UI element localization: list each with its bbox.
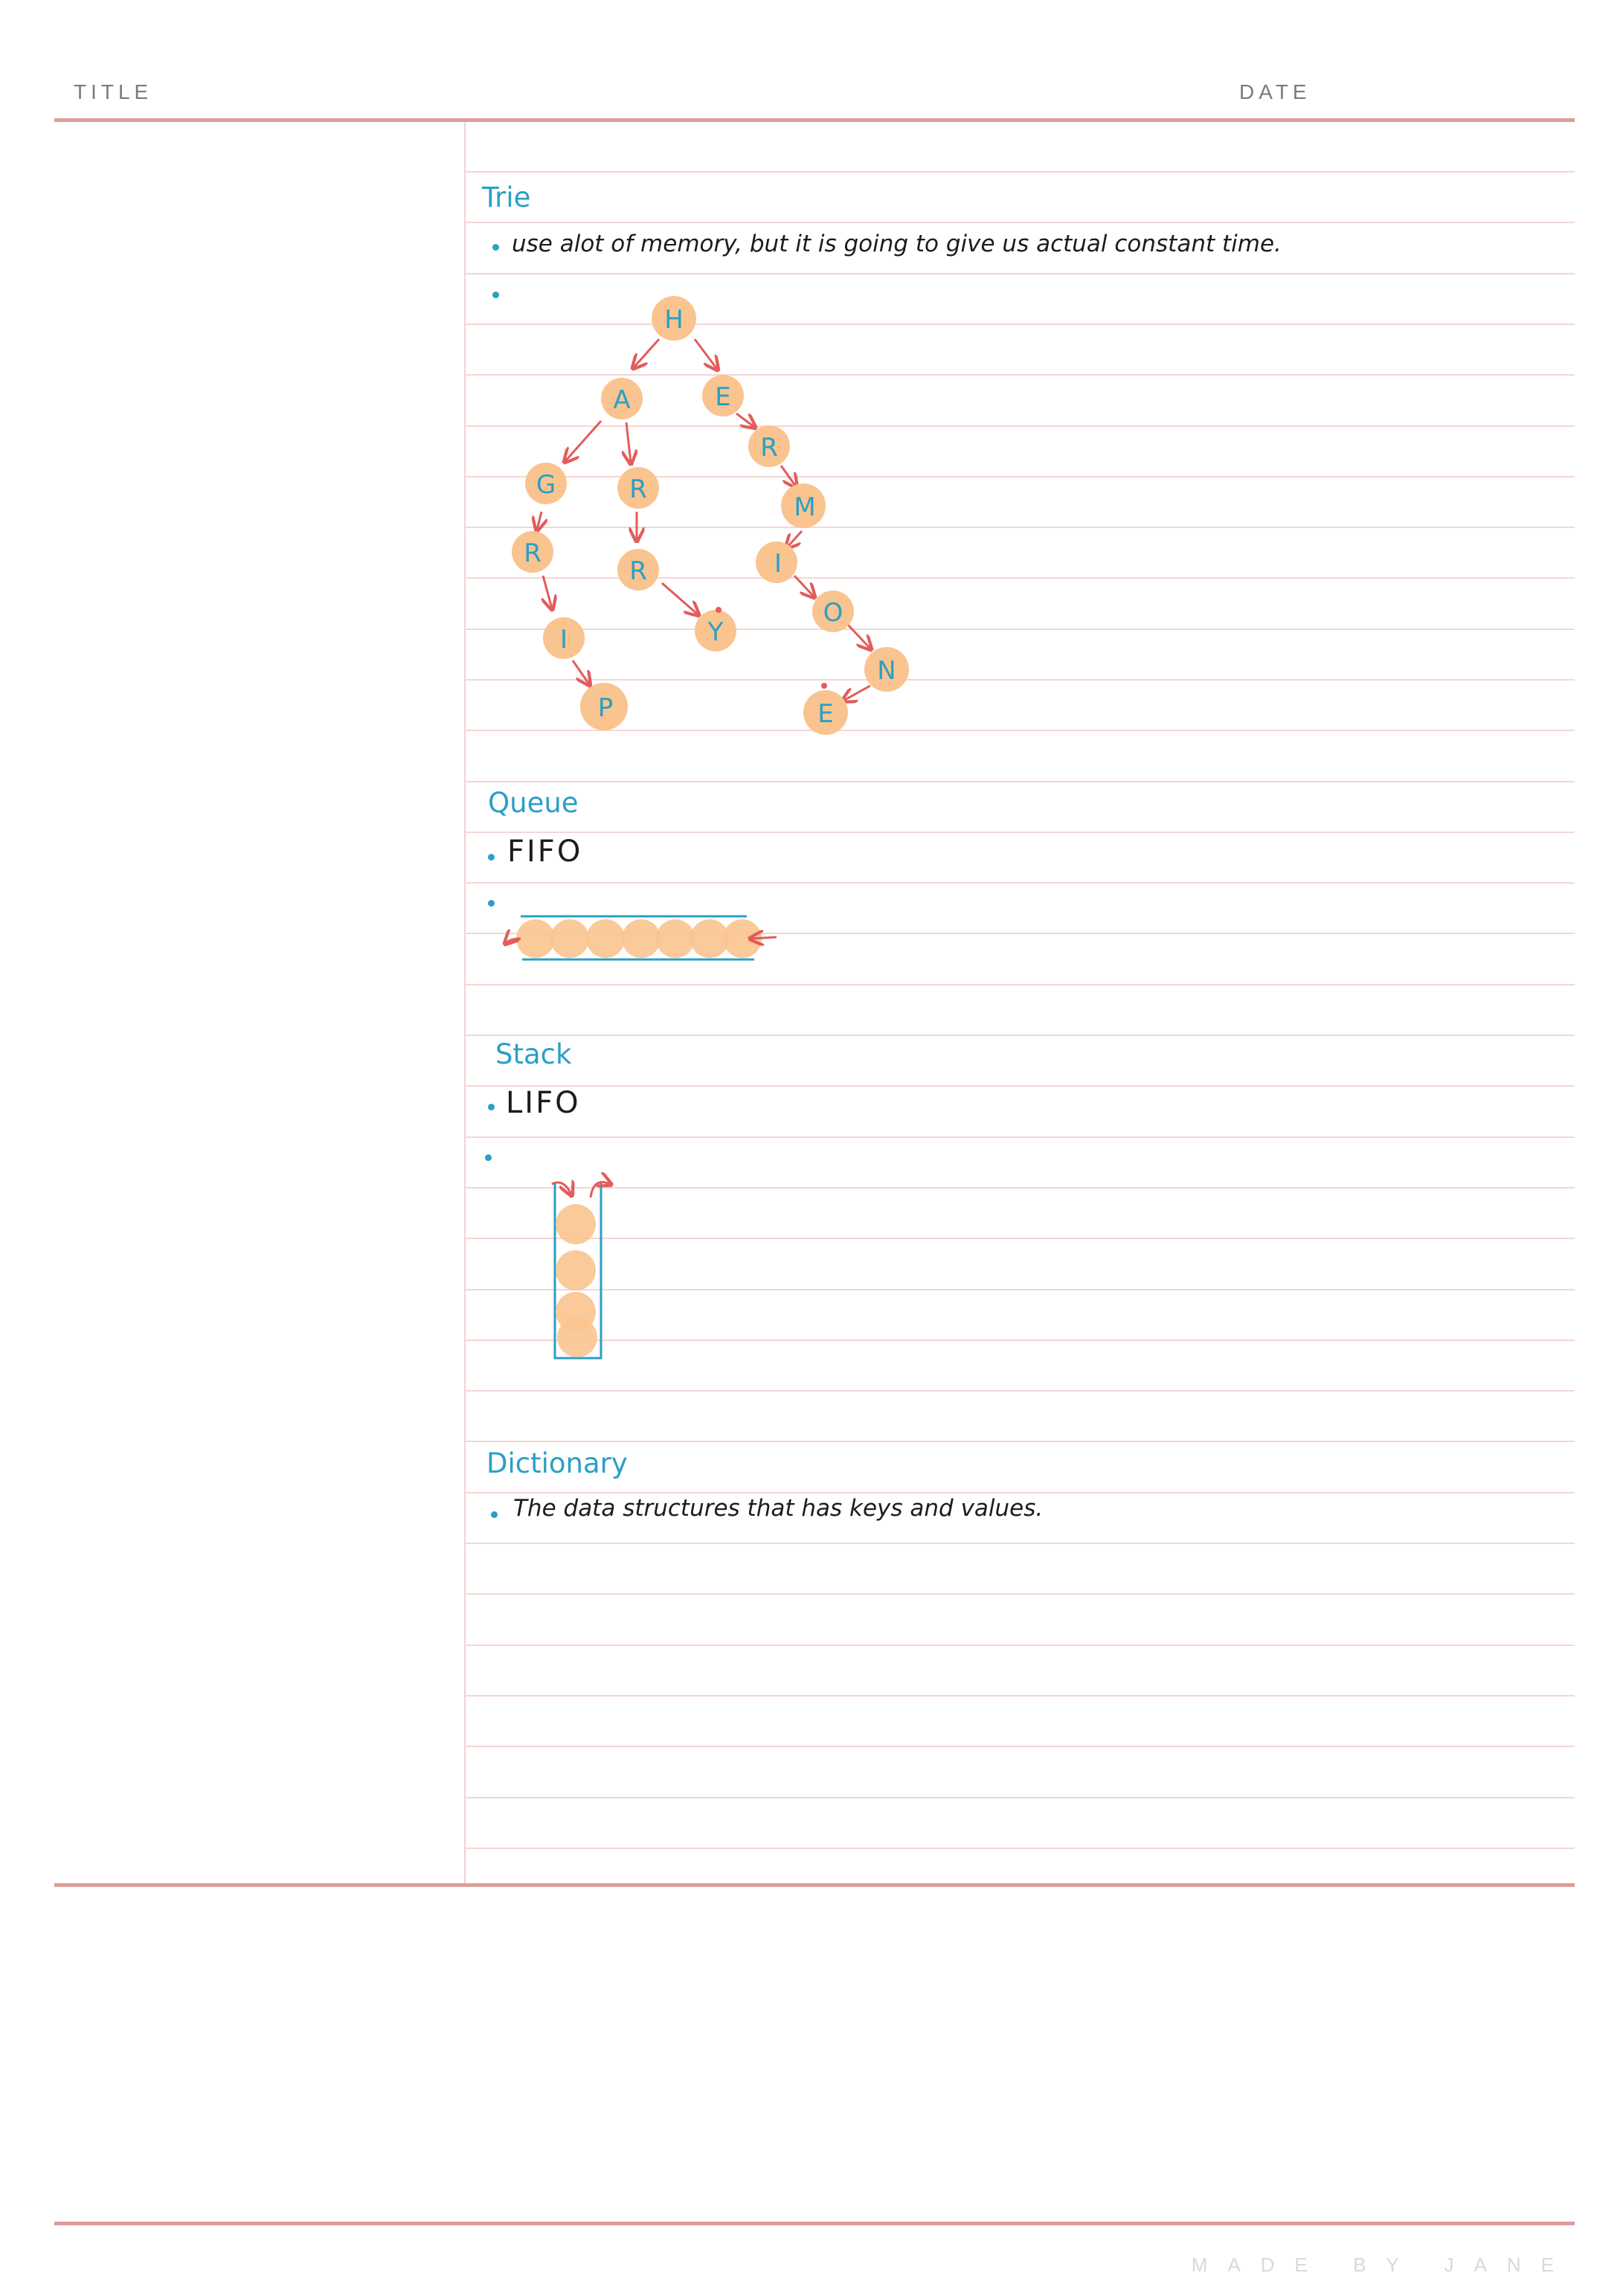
svg-text:R: R bbox=[629, 556, 647, 586]
edge-n-e bbox=[843, 686, 870, 701]
trie-node-r4 bbox=[748, 425, 790, 467]
title-label: TITLE bbox=[74, 80, 153, 103]
trie-node-e1 bbox=[702, 375, 744, 417]
edge-e-r bbox=[736, 414, 754, 427]
svg-text:M: M bbox=[794, 492, 816, 522]
edge-m-i bbox=[787, 531, 802, 547]
svg-text:R: R bbox=[629, 475, 647, 504]
svg-text:N: N bbox=[877, 656, 896, 686]
edge-o-n bbox=[848, 625, 870, 649]
stack-note: LIFO bbox=[506, 1086, 581, 1120]
stack-diagram bbox=[552, 1182, 610, 1358]
trie-node-r2 bbox=[617, 467, 659, 509]
edge-g-r bbox=[537, 512, 541, 530]
queue-note: FIFO bbox=[507, 835, 583, 869]
svg-text:R: R bbox=[760, 433, 778, 463]
trie-node-n bbox=[864, 647, 909, 692]
svg-text:E: E bbox=[817, 699, 834, 729]
svg-text:E: E bbox=[715, 382, 731, 412]
trie-node-g bbox=[525, 463, 567, 504]
trie-heading: Trie bbox=[482, 181, 531, 213]
svg-text:I: I bbox=[774, 549, 782, 579]
trie-node-r3 bbox=[617, 549, 659, 591]
svg-text:I: I bbox=[559, 625, 568, 655]
edge-i-p bbox=[573, 660, 589, 684]
edge-r-y bbox=[662, 583, 698, 614]
edge-h-e bbox=[695, 339, 717, 369]
trie-node-p bbox=[580, 683, 628, 730]
svg-text:Y: Y bbox=[707, 617, 724, 647]
notes-end-rule bbox=[54, 1883, 1575, 1887]
svg-text:O: O bbox=[823, 598, 843, 628]
trie-node-i1 bbox=[543, 617, 585, 659]
edge-r-m bbox=[781, 466, 796, 486]
dictionary-note: The data structures that has keys and values. bbox=[513, 1495, 1044, 1522]
edge-i-o bbox=[794, 576, 814, 596]
svg-text:P: P bbox=[597, 693, 614, 723]
stack-heading: Stack bbox=[495, 1038, 572, 1070]
trie-node-i2 bbox=[756, 541, 797, 583]
summary-end-rule bbox=[54, 2222, 1575, 2225]
svg-text:A: A bbox=[613, 385, 631, 415]
trie-node-a bbox=[601, 378, 643, 419]
trie-node-h bbox=[652, 296, 696, 341]
edge-r-i bbox=[543, 576, 552, 608]
svg-text:H: H bbox=[664, 305, 684, 335]
date-label: DATE bbox=[1239, 80, 1311, 103]
trie-node-r1 bbox=[512, 531, 553, 573]
svg-text:R: R bbox=[524, 538, 541, 568]
edge-a-g bbox=[565, 421, 601, 461]
trie-node-m bbox=[781, 483, 826, 528]
queue-heading: Queue bbox=[488, 787, 579, 819]
trie-node-e2 bbox=[803, 690, 848, 735]
trie-node-o bbox=[812, 591, 854, 632]
dictionary-heading: Dictionary bbox=[486, 1447, 628, 1479]
footer-credit: MADE BY JANE bbox=[1191, 2254, 1574, 2276]
edge-a-r bbox=[626, 422, 631, 463]
svg-text:G: G bbox=[536, 470, 556, 500]
edge-h-a bbox=[634, 339, 659, 367]
trie-note: use alot of memory, but it is going to give us actual constant time. bbox=[512, 231, 1282, 257]
queue-diagram bbox=[506, 916, 777, 959]
trie-node-y bbox=[695, 610, 736, 652]
